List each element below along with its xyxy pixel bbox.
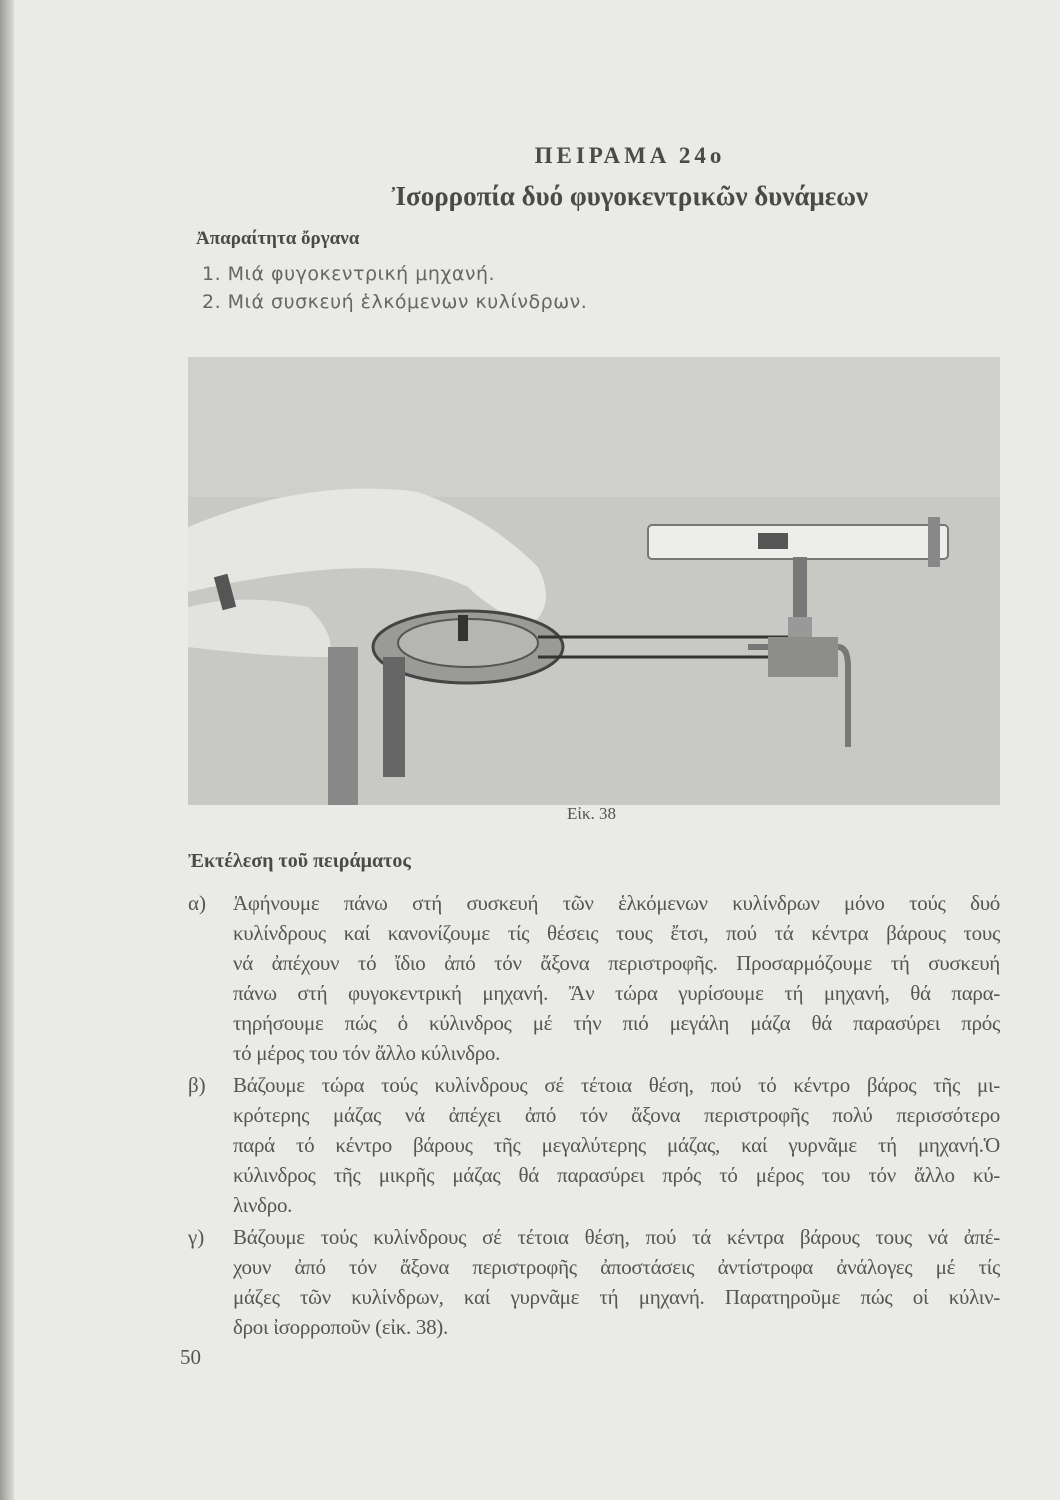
step-line: μάζες τῶν κυλίνδρων, καί γυρνᾶμε τή μηχανή. Παρατηροῦμε πώς οἱ κύλιν- (233, 1285, 1000, 1309)
step-label: α) (188, 891, 206, 915)
step-line: λινδρο. (233, 1193, 293, 1217)
figure-caption: Εἰκ. 38 (567, 804, 617, 823)
step-line: νά ἀπέχουν τό ἴδιο ἀπό τόν ἄξονα περιστροφῆς. Προσαρμόζουμε τή συσκευή (233, 951, 1000, 975)
page-title: Ἰσορροπία δυό φυγοκεντρικῶν δυνάμεων (391, 181, 869, 211)
page-number: 50 (180, 1345, 201, 1369)
apparatus-item: 2. Μιά συσκευή ἑλκόμενων κυλίνδρων. (202, 291, 588, 313)
procedure-step-a (188, 888, 1000, 1068)
step-label: β) (188, 1073, 206, 1097)
step-line: κυλίνδρους καί κανονίζουμε τίς θέσεις τους ἔτσι, πού τά κέντρα βάρους τους (233, 921, 1000, 945)
step-line: παρά τό κέντρο βάρους τῆς μεγαλύτερης μάζας, καί γυρνᾶμε τή μηχανή.Ὁ (233, 1133, 1000, 1157)
page-edge-shadow (0, 0, 14, 1500)
apparatus-heading: Ἀπαραίτητα ὄργανα (196, 228, 360, 249)
procedure-heading: Ἐκτέλεση τοῦ πειράματος (188, 850, 411, 872)
step-line: τηρήσουμε πώς ὁ κύλινδρος μέ τήν πιό μεγάλη μάζα θά παρασύρει πρός (233, 1011, 1000, 1035)
figure-photo (188, 357, 1000, 805)
step-line: Βάζουμε τώρα τούς κυλίνδρους σέ τέτοια θέση, πού τό κέντρο βάρος τῆς μι- (233, 1073, 1000, 1097)
step-line: χουν ἀπό τόν ἄξονα περιστροφῆς ἀποστάσεις ἀντίστροφα ἀνάλογες μέ τίς (233, 1255, 1000, 1279)
procedure-step-c (188, 1222, 1000, 1342)
step-line: δροι ἰσορροποῦν (εἰκ. 38). (233, 1315, 448, 1339)
procedure-step-b (188, 1070, 1000, 1220)
step-line: κρότερης μάζας νά ἀπέχει ἀπό τόν ἄξονα περιστροφῆς πολύ περισσότερο (233, 1103, 1000, 1127)
step-line: τό μέρος του τόν ἄλλο κύλινδρο. (233, 1041, 501, 1065)
experiment-number: ΠΕΙΡΑΜΑ 24ο (534, 143, 726, 168)
step-line: κύλινδρος τῆς μικρῆς μάζας θά παρασύρει πρός τό μέρος του τόν ἄλλο κύ- (233, 1163, 1000, 1187)
step-line: Βάζουμε τούς κυλίνδρους σέ τέτοια θέση, πού τά κέντρα βάρους τους νά ἀπέ- (233, 1225, 1000, 1249)
step-label: γ) (188, 1225, 205, 1249)
step-line: Ἀφήνουμε πάνω στή συσκευή τῶν ἑλκόμενων κυλίνδρων μόνο τούς δυό (233, 891, 1000, 915)
apparatus-item: 1. Μιά φυγοκεντρική μηχανή. (202, 263, 496, 285)
step-line: πάνω στή φυγοκεντρική μηχανή. Ἄν τώρα γυρίσουμε τή μηχανή, θά παρα- (233, 981, 1000, 1005)
